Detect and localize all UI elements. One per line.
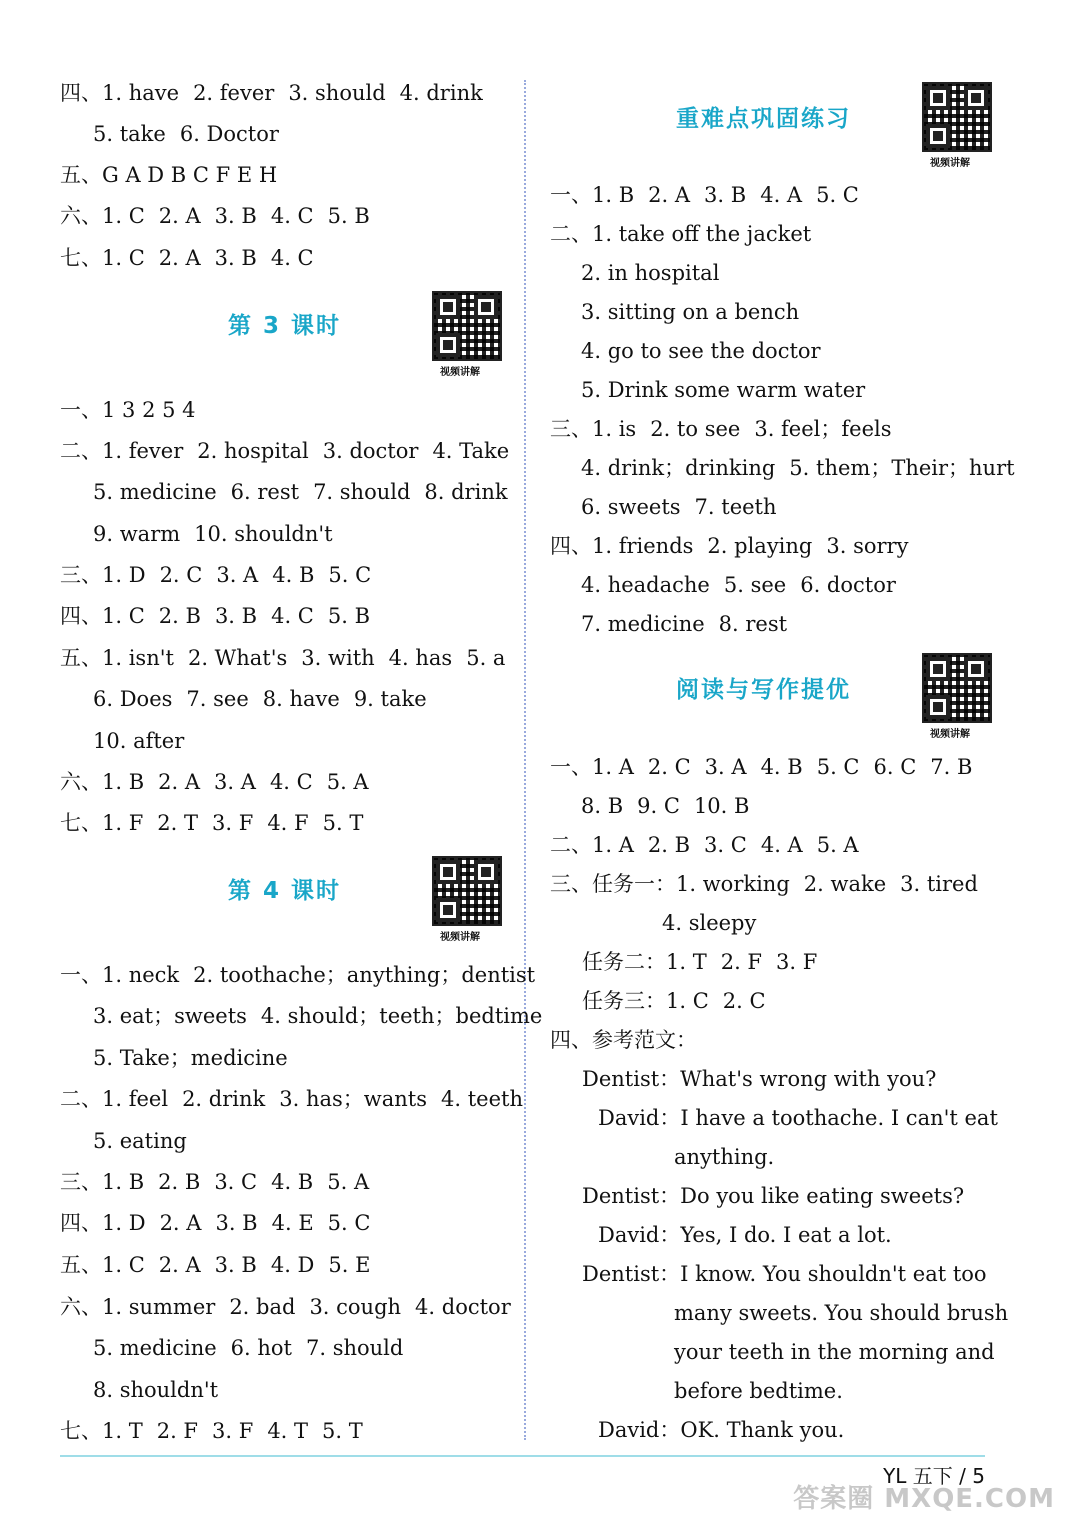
answer-item: 3. F xyxy=(212,1419,254,1443)
answer-item: 5. T xyxy=(322,1419,363,1443)
answer-item: 2. wake xyxy=(803,872,887,896)
answer-item: 四、1. have xyxy=(60,81,180,105)
answer-item: 四、1. friends xyxy=(550,534,694,558)
answer-item: 任务三：1. C xyxy=(582,989,709,1013)
answer-item: 三、1. B xyxy=(60,1170,145,1194)
answer-line xyxy=(581,570,896,600)
answer-item: 3. has；wants xyxy=(279,1087,428,1111)
answer-item: 5. T xyxy=(322,811,364,835)
answer-item: 4. D xyxy=(270,1253,315,1277)
answer-line xyxy=(598,1220,892,1250)
answer-item: 三、1. is xyxy=(550,417,637,441)
answer-item: 3. A xyxy=(704,755,747,779)
answer-item: 一、1. neck xyxy=(60,963,180,987)
answer-line xyxy=(60,1292,511,1322)
answer-item: 4. sleepy xyxy=(662,911,757,935)
answer-line xyxy=(582,986,766,1016)
answer-item: 5. C xyxy=(816,183,859,207)
answer-item: 2. fever xyxy=(193,81,275,105)
answer-item: 5. A xyxy=(326,770,369,794)
answer-item: 9. take xyxy=(353,687,427,711)
answer-item: 3. sorry xyxy=(826,534,909,558)
section-heading: 第 4 课时 xyxy=(228,878,342,904)
answer-line xyxy=(550,180,859,210)
answer-line xyxy=(581,791,749,821)
answer-item: 7. should xyxy=(313,480,411,504)
answer-line xyxy=(60,201,370,231)
answer-item: 3. with xyxy=(301,646,375,670)
answer-item: 2. T xyxy=(157,811,199,835)
answer-item: 3. B xyxy=(704,183,747,207)
answer-item: David：Yes, I do. I eat a lot. xyxy=(598,1223,892,1247)
answer-item: 7. see xyxy=(186,687,249,711)
answer-line xyxy=(93,1043,288,1073)
answer-item: 4. drink xyxy=(399,81,483,105)
answer-item: 2. bad xyxy=(229,1295,296,1319)
section-heading: 阅读与写作提优 xyxy=(676,677,851,703)
answer-item: 4. doctor xyxy=(415,1295,511,1319)
answer-item: 2. hospital xyxy=(197,439,309,463)
answer-line xyxy=(581,492,777,522)
answer-item: 2. B xyxy=(158,604,201,628)
answer-item: 5. see xyxy=(723,573,787,597)
answer-line xyxy=(581,609,787,639)
answer-line xyxy=(93,684,427,714)
answer-line xyxy=(674,1142,774,1172)
answer-item: 6. C xyxy=(873,755,917,779)
answer-line xyxy=(60,1250,370,1280)
answer-item: 2. in hospital xyxy=(581,261,720,285)
answer-item: 3. C xyxy=(704,833,747,857)
answer-item: before bedtime. xyxy=(674,1379,843,1403)
answer-item: 4. B xyxy=(760,755,803,779)
answer-item: 3. B xyxy=(215,1211,258,1235)
answer-line xyxy=(60,160,277,190)
answer-item: 3. eat；sweets xyxy=(93,1004,247,1028)
answer-item: 8. B xyxy=(581,794,624,818)
answer-line xyxy=(674,1298,1008,1328)
answer-item: 2. What's xyxy=(187,646,288,670)
answer-line xyxy=(582,1064,936,1094)
answer-item: 3. F xyxy=(212,811,254,835)
answer-item: 10. shouldn't xyxy=(194,522,333,546)
qr-caption: 视频讲解 xyxy=(440,367,480,378)
answer-item: 4. C xyxy=(269,770,313,794)
answer-item: your teeth in the morning and xyxy=(674,1340,995,1364)
answer-item: 4. headache xyxy=(581,573,710,597)
answer-item: 七、1. T xyxy=(60,1419,143,1443)
answer-line xyxy=(662,908,756,938)
answer-item: 六、1. summer xyxy=(60,1295,216,1319)
answer-item: 一、1. A xyxy=(550,755,634,779)
answer-item: 3. sitting on a bench xyxy=(581,300,800,324)
answer-line xyxy=(674,1337,995,1367)
answer-line xyxy=(60,960,535,990)
watermark: 答案圈 MXQE.COM xyxy=(793,1484,1055,1514)
answer-item: 2. C xyxy=(722,989,766,1013)
answer-item: 9. C xyxy=(637,794,680,818)
answer-item: 七、1. F xyxy=(60,811,144,835)
answer-item: 6. Doctor xyxy=(179,122,279,146)
answer-item: 5. B xyxy=(327,204,370,228)
answer-item: 六、1. B xyxy=(60,770,145,794)
answer-item: 6. Does xyxy=(93,687,173,711)
answer-line xyxy=(60,767,369,797)
answer-item: 2. C xyxy=(159,563,203,587)
answer-item: 2. A xyxy=(158,246,201,270)
answer-line xyxy=(93,1333,403,1363)
answer-item: anything. xyxy=(674,1145,775,1169)
answer-item: 四、参考范文： xyxy=(550,1028,697,1052)
answer-line xyxy=(582,947,817,977)
answer-item: 4. C xyxy=(270,204,314,228)
answer-item: 5. them；Their；hurt xyxy=(789,456,1015,480)
answer-item: 4. B xyxy=(271,1170,314,1194)
answer-item: 三、1. D xyxy=(60,563,146,587)
answer-item: 四、1. D xyxy=(60,1211,146,1235)
answer-line xyxy=(60,78,483,108)
answer-line xyxy=(550,219,811,249)
answer-item: 3. B xyxy=(214,1253,257,1277)
answer-item: 2. playing xyxy=(707,534,813,558)
answer-item: 7. should xyxy=(305,1336,404,1360)
answer-item: 6. sweets xyxy=(581,495,681,519)
answer-item: 3. doctor xyxy=(322,439,419,463)
answer-item: 二、1. A xyxy=(550,833,634,857)
answer-line xyxy=(60,243,314,273)
answer-item: 5. C xyxy=(328,563,372,587)
answer-item: 二、1. take off the jacket xyxy=(550,222,812,246)
answer-item: 9. warm xyxy=(93,522,181,546)
answer-item: 五、1. isn't xyxy=(60,646,174,670)
answer-item: Dentist：What's wrong with you? xyxy=(582,1067,937,1091)
answer-item: 3. B xyxy=(214,246,257,270)
answer-item: David：OK. Thank you. xyxy=(598,1418,845,1442)
answer-item: 4. E xyxy=(271,1211,314,1235)
answer-item: 3. should xyxy=(288,81,386,105)
qr-code-icon[interactable] xyxy=(922,653,992,723)
answer-line xyxy=(60,1208,370,1238)
answer-item: 8. shouldn't xyxy=(93,1378,219,1402)
answer-item: 4. drink；drinking xyxy=(581,456,776,480)
answer-item: 2. A xyxy=(158,770,201,794)
answer-item: 3. B xyxy=(214,204,257,228)
answer-item: 5. medicine xyxy=(93,1336,217,1360)
answer-line xyxy=(60,560,371,590)
answer-item: 5. eating xyxy=(93,1129,187,1153)
answer-item: 四、1. C xyxy=(60,604,145,628)
answer-line xyxy=(60,1416,363,1446)
answer-item: 任务二：1. T xyxy=(582,950,707,974)
answer-line xyxy=(93,1001,542,1031)
answer-item: 5. Drink some warm water xyxy=(581,378,866,402)
answer-line xyxy=(674,1376,843,1406)
answer-item: 二、1. feel xyxy=(60,1087,169,1111)
answer-item: 5. E xyxy=(328,1253,371,1277)
qr-code-icon[interactable] xyxy=(432,856,502,926)
answer-item: 4. Take xyxy=(432,439,510,463)
answer-line xyxy=(93,726,184,756)
answer-line xyxy=(60,808,363,838)
answer-item: 六、1. C xyxy=(60,204,145,228)
answer-item: 8. have xyxy=(262,687,340,711)
answer-item: 2. to see xyxy=(650,417,741,441)
answer-item: 3. A xyxy=(216,563,259,587)
answer-line xyxy=(581,258,719,288)
answer-item: 3. C xyxy=(214,1170,258,1194)
answer-line xyxy=(550,869,978,899)
answer-item: 五、G A D B C F E H xyxy=(60,163,278,187)
answer-line xyxy=(581,453,1015,483)
answer-item: 2. B xyxy=(647,833,691,857)
answer-line xyxy=(581,375,865,405)
answer-item: 2. B xyxy=(158,1170,201,1194)
answer-item: 4. has xyxy=(388,646,453,670)
answer-item: 七、1. C xyxy=(60,246,145,270)
answer-item: 4. B xyxy=(272,563,315,587)
answer-item: 5. B xyxy=(327,604,371,628)
qr-caption: 视频讲解 xyxy=(440,932,480,943)
answer-item: 7. teeth xyxy=(694,495,777,519)
answer-line xyxy=(60,601,370,631)
answer-line xyxy=(93,119,279,149)
answer-item: 三、任务一：1. working xyxy=(550,872,790,896)
answer-item: 2. C xyxy=(647,755,691,779)
section-heading: 第 3 课时 xyxy=(228,313,342,339)
answer-item: Dentist：Do you like eating sweets? xyxy=(582,1184,965,1208)
column-divider xyxy=(524,80,526,1440)
answer-line xyxy=(581,297,799,327)
answer-line xyxy=(60,643,505,673)
answer-item: 4. C xyxy=(270,246,314,270)
answer-item: 2. A xyxy=(158,204,201,228)
answer-item: 2. A xyxy=(158,1253,201,1277)
answer-item: 2. A xyxy=(159,1211,202,1235)
answer-item: 10. after xyxy=(93,729,185,753)
answer-line xyxy=(93,1375,218,1405)
answer-item: 6. rest xyxy=(230,480,300,504)
answer-line xyxy=(550,414,892,444)
answer-item: 6. hot xyxy=(230,1336,292,1360)
answer-line xyxy=(550,531,908,561)
answer-item: Dentist：I know. You shouldn't eat too xyxy=(582,1262,987,1286)
answer-item: 4. A xyxy=(760,183,803,207)
answer-item: 7. medicine xyxy=(581,612,705,636)
qr-code-icon[interactable] xyxy=(922,82,992,152)
answer-item: 5. C xyxy=(816,755,860,779)
answer-line xyxy=(60,1167,369,1197)
answer-item: 4. T xyxy=(267,1419,309,1443)
answer-line xyxy=(598,1103,998,1133)
qr-caption: 视频讲解 xyxy=(930,729,970,740)
answer-item: 2. toothache；anything；dentist xyxy=(193,963,536,987)
answer-item: David：I have a toothache. I can't eat xyxy=(598,1106,998,1130)
page-footer: YL 五下 / 5 xyxy=(883,1464,985,1488)
answer-line xyxy=(598,1415,844,1445)
answer-item: 一、1. B xyxy=(550,183,635,207)
answer-item: 3. B xyxy=(214,604,258,628)
answer-item: 4. teeth xyxy=(441,1087,523,1111)
answer-item: 5. take xyxy=(93,122,166,146)
answer-item: 7. B xyxy=(930,755,973,779)
section-heading: 重难点巩固练习 xyxy=(676,106,851,132)
answer-item: 5. Take；medicine xyxy=(93,1046,288,1070)
footer-rule xyxy=(60,1455,985,1457)
answer-item: 5. C xyxy=(327,1211,371,1235)
answer-item: 4. C xyxy=(271,604,314,628)
answer-line xyxy=(582,1181,964,1211)
answer-item: 3. feel；feels xyxy=(754,417,892,441)
answer-item: 8. drink xyxy=(424,480,508,504)
answer-item: 2. drink xyxy=(182,1087,266,1111)
answer-item: 3. F xyxy=(776,950,818,974)
answer-line xyxy=(60,436,509,466)
answer-item: 4. A xyxy=(760,833,803,857)
answer-item: 二、1. fever xyxy=(60,439,184,463)
answer-item: 五、1. C xyxy=(60,1253,145,1277)
answer-line xyxy=(550,752,972,782)
answer-item: 3. cough xyxy=(309,1295,402,1319)
answer-line xyxy=(582,1259,987,1289)
answer-item: 4. go to see the doctor xyxy=(581,339,821,363)
answer-item: 6. doctor xyxy=(800,573,896,597)
answer-line xyxy=(93,477,508,507)
answer-item: 一、1 3 2 5 4 xyxy=(60,398,196,422)
answer-line xyxy=(550,830,859,860)
answer-line xyxy=(60,1084,523,1114)
answer-item: 2. F xyxy=(156,1419,199,1443)
answer-item: 5. a xyxy=(466,646,506,670)
answer-item: 2. F xyxy=(720,950,763,974)
answer-line xyxy=(550,1025,697,1055)
qr-caption: 视频讲解 xyxy=(930,158,970,169)
answer-item: 3. tired xyxy=(900,872,978,896)
qr-code-icon[interactable] xyxy=(432,291,502,361)
answer-item: 5. A xyxy=(816,833,859,857)
answer-item: 3. A xyxy=(214,770,256,794)
answer-item: 10. B xyxy=(693,794,750,818)
answer-line xyxy=(60,395,196,425)
answer-line xyxy=(581,336,821,366)
answer-item: 4. should；teeth；bedtime xyxy=(260,1004,543,1028)
answer-item: 8. rest xyxy=(718,612,788,636)
answer-item: 5. medicine xyxy=(93,480,217,504)
answer-item: many sweets. You should brush xyxy=(674,1301,1009,1325)
answer-line xyxy=(93,1126,187,1156)
answer-item: 4. F xyxy=(267,811,309,835)
answer-line xyxy=(93,519,333,549)
answer-item: 2. A xyxy=(648,183,691,207)
answer-item: 5. A xyxy=(327,1170,370,1194)
